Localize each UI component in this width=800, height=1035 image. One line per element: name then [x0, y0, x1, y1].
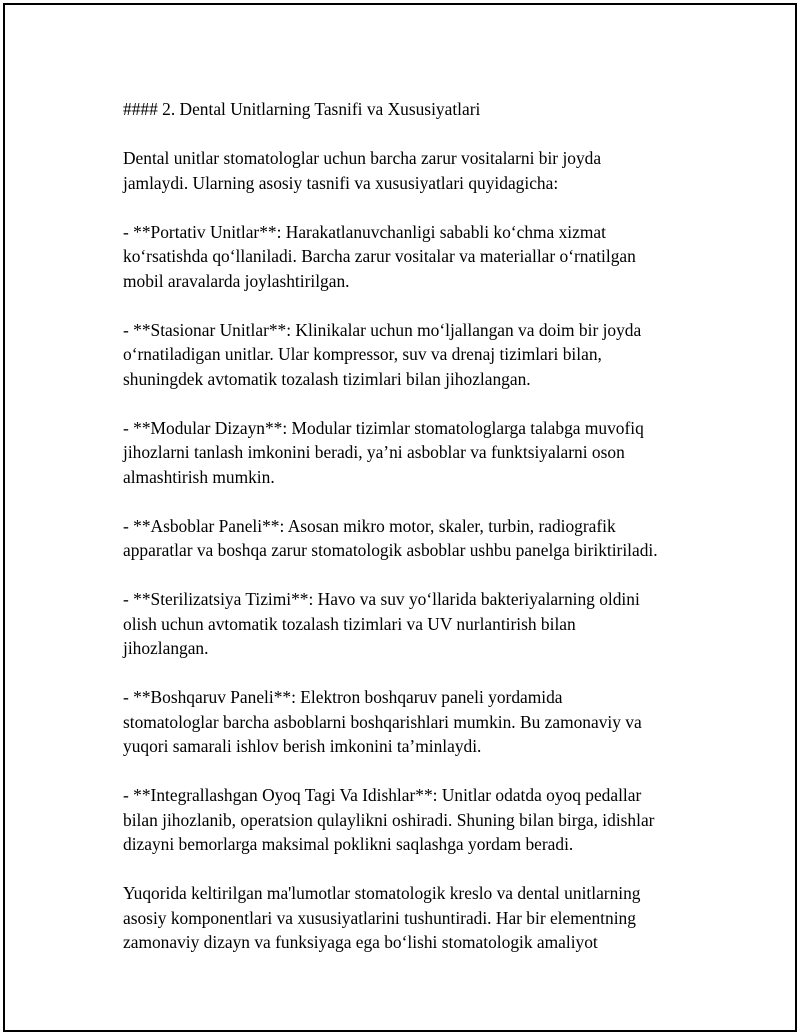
list-item-portativ — [123, 220, 703, 294]
page-frame — [3, 3, 797, 1032]
list-item-integrallashgan — [123, 783, 703, 857]
text-line: - **Stasionar Unitlar**: Klinikalar uchun mo‘ljallangan va doim bir joyda — [123, 319, 642, 340]
text-line: ko‘rsatishda qo‘llaniladi. Barcha zarur vositalar va materiallar o‘rnatilgan — [123, 246, 636, 266]
text-line: - **Asboblar Paneli**: Asosan mikro motor, skaler, turbin, radiografik — [123, 515, 616, 536]
text-line: mobil aravalarda joylashtirilgan. — [123, 270, 350, 291]
text-line: apparatlar va boshqa zarur stomatologik asboblar ushbu panelga biriktiriladi. — [123, 540, 658, 560]
list-item-boshqaruv — [123, 685, 703, 759]
section-heading: #### 2. Dental Unitlarning Tasnifi va Xususiyatlari — [123, 99, 481, 119]
text-line: jihozlangan. — [123, 638, 209, 658]
list-item-modular — [123, 416, 703, 490]
text-line: stomatologlar barcha asboblarni boshqarishlari mumkin. Bu zamonaviy va — [123, 711, 642, 732]
text-line: o‘rnatiladigan unitlar. Ular kompressor, suv va drenaj tizimlari bilan, — [123, 344, 602, 364]
conclusion-paragraph — [123, 881, 703, 955]
text-line: yuqori samarali ishlov berish imkonini ta’minlaydi. — [123, 736, 482, 756]
text-line: - **Boshqaruv Paneli**: Elektron boshqaruv paneli yordamida — [123, 687, 563, 707]
list-item-asboblar — [123, 514, 703, 563]
text-line: - **Modular Dizayn**: Modular tizimlar stomatologlarga talabga muvofiq — [123, 417, 644, 438]
text-line: dizayni bemorlarga maksimal poklikni saqlashga yordam beradi. — [123, 834, 574, 854]
text-line: - **Portativ Unitlar**: Harakatlanuvchanligi sababli ko‘chma xizmat — [123, 221, 606, 242]
list-item-sterilizatsiya — [123, 587, 703, 661]
text-line: Yuqorida keltirilgan ma'lumotlar stomatologik kreslo va dental unitlarning — [123, 883, 641, 903]
list-item-stasionar — [123, 318, 703, 392]
text-line: Dental unitlar stomatologlar uchun barcha zarur vositalarni bir joyda — [123, 148, 602, 168]
text-line: shuningdek avtomatik tozalash tizimlari bilan jihozlangan. — [123, 368, 531, 389]
document-body — [123, 97, 703, 979]
text-line: bilan jihozlanib, operatsion qulaylikni oshiradi. Shuning bilan birga, idishlar — [123, 809, 655, 830]
text-line: jihozlarni tanlash imkonini beradi, ya’ni asboblar va funktsiyalarni oson — [123, 442, 625, 462]
intro-paragraph — [123, 146, 703, 195]
text-line: zamonaviy dizayn va funksiyaga ega bo‘lishi stomatologik amaliyot — [123, 932, 598, 952]
text-line: jamlaydi. Ularning asosiy tasnifi va xususiyatlari quyidagicha: — [123, 172, 559, 193]
text-line: almashtirish mumkin. — [123, 466, 275, 487]
text-line: olish uchun avtomatik tozalash tizimlari va UV nurlantirish bilan — [123, 613, 576, 634]
text-line: - **Sterilizatsiya Tizimi**: Havo va suv yo‘llarida bakteriyalarning oldini — [123, 589, 640, 609]
text-line: - **Integrallashgan Oyoq Tagi Va Idishlar**: Unitlar odatda oyoq pedallar — [123, 785, 642, 805]
text-line: asosiy komponentlari va xususiyatlarini tushuntiradi. Har bir elementning — [123, 907, 636, 928]
